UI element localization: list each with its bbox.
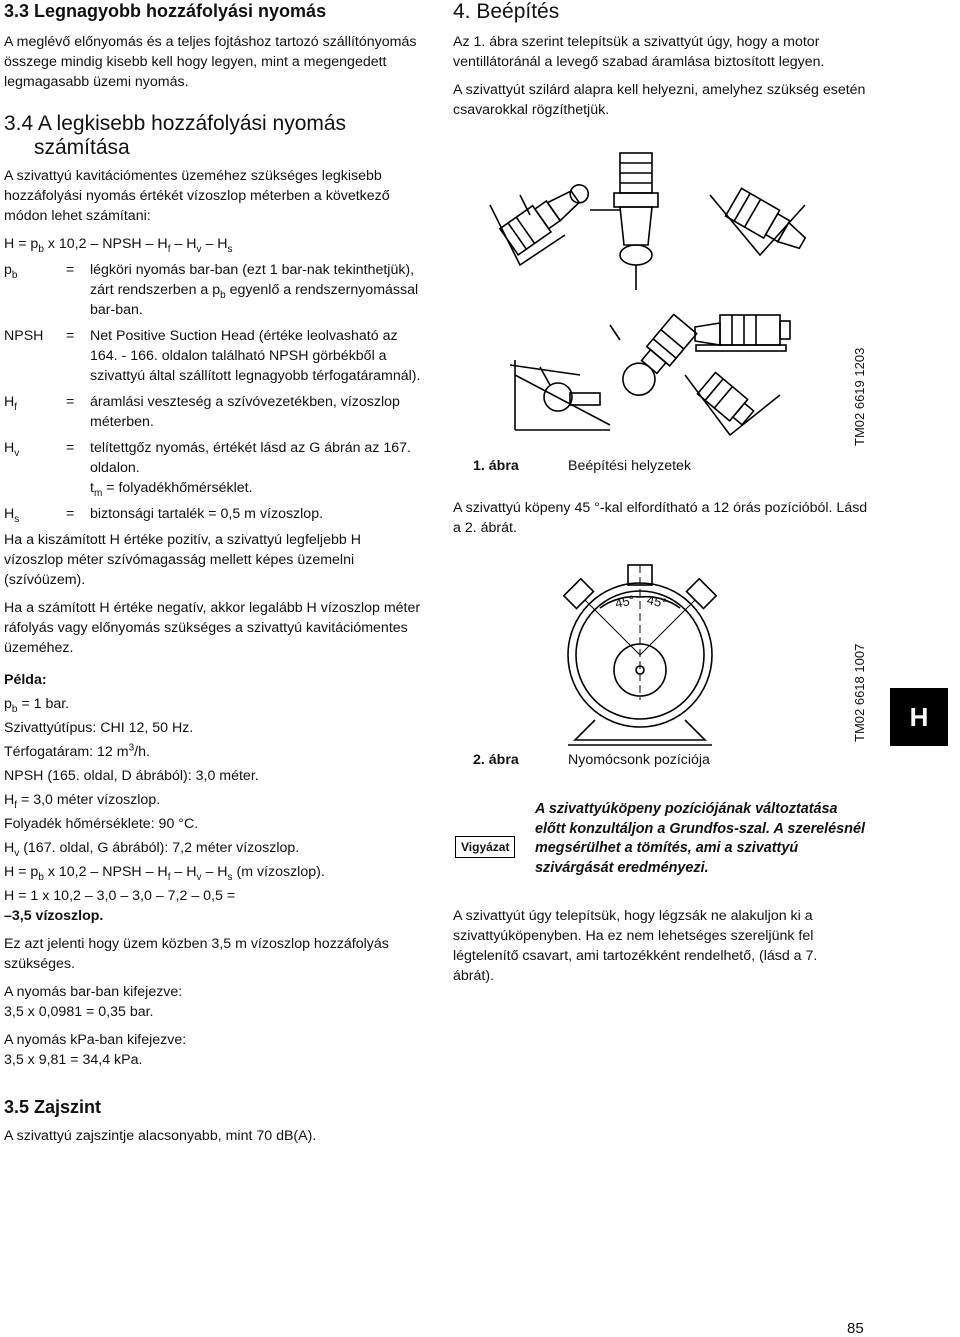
definition-hs: $H_s$ = biztonsági tartalék = 0,5 m vízoszlop. — [4, 506, 324, 525]
negative-text: Ha a számított H értéke negatív, akkor legalább H vízoszlop méter ráfolyás vagy előnyomás szükséges a szivattyú kavitációmentes üzeméhez. — [4, 600, 421, 656]
bar-label: A nyomás bar-ban kifejezve: — [4, 984, 183, 1000]
pump-inclined-left — [490, 175, 595, 265]
example-line-8: $H = p_b$ x 10,2 – NPSH – $H_f - H_v - H_s$ (m vízoszlop). — [4, 864, 325, 883]
right-column — [453, 0, 883, 128]
pump-slope — [510, 360, 610, 430]
pump-horizontal — [695, 315, 790, 351]
section-3-4-intro: A szivattyú kavitációmentes üzeméhez szükséges legkisebb hozzáfolyási nyomás értékét vízoszlop méterben a következő módon lehet számítani: — [4, 168, 390, 224]
section-4-title: 4. Beépítés — [453, 0, 560, 23]
example-label: Példa: — [4, 672, 47, 688]
pump-inclined-right — [710, 188, 811, 256]
example-line-5: $H_f = 3,0$ méter vízoszlop. — [4, 792, 161, 811]
figure-2-caption — [473, 752, 710, 768]
angle-right-label: 45° — [645, 592, 669, 611]
example-line-1: $p_b = 1$ bar. — [4, 696, 70, 715]
example-line-7: $H_v$ (167. oldal, G ábrából): 7,2 méter vízoszlop. — [4, 840, 300, 859]
definition-hv: $H_v$ = telítettgőz nyomás, értékét lásd az G ábrán az 167. oldalon. $t_m$ = folyadékhőmérséklet. — [4, 440, 411, 499]
figure-1-title: Beépítési helyzetek — [568, 458, 692, 474]
definition-npsh: NPSH = Net Positive Suction Head (értéke leolvasható az 164. - 166. oldalon található NPSH görbékből a szivattyú által szállított legnagyobb térfogatáramnál). — [4, 328, 421, 384]
example-line-6: Folyadék hőmérséklete: 90 °C. — [4, 816, 199, 832]
warning-label: Vigyázat — [455, 836, 515, 858]
figure-2-discharge-position — [540, 560, 740, 755]
example-line-4: NPSH (165. oldal, D ábrából): 3,0 méter. — [4, 768, 259, 784]
figure-1-code: TM02 6619 1203 — [852, 347, 867, 446]
section-4-p2: A szivattyút szilárd alapra kell helyezni, amelyhez szükség esetén csavarokkal rögzíthetjük. — [453, 82, 866, 118]
figure-2-number: 2. ábra — [473, 752, 519, 768]
figure-2-code: TM02 6618 1007 — [852, 643, 867, 742]
section-3-5-title: 3.5 Zajszint — [4, 1097, 102, 1117]
page-number: 85 — [847, 1320, 864, 1337]
section-4-p3: A szivattyú köpeny 45 °-kal elfordítható a 12 órás pozícióból. Lásd a 2. ábrát. — [453, 500, 868, 536]
definition-hf: $H_f$ = áramlási veszteség a szívóvezetékben, vízoszlop méterben. — [4, 394, 400, 430]
figure-1-number: 1. ábra — [473, 458, 519, 474]
angle-left-label: 45° — [613, 592, 637, 611]
left-column — [4, 0, 424, 1154]
pump-vertical — [590, 153, 658, 290]
bar-value: 3,5 x 0,0981 = 0,35 bar. — [4, 1004, 154, 1020]
pump-inclined-down — [685, 372, 780, 435]
section-tab-letter: H — [890, 688, 948, 746]
figure-2-title: Nyomócsonk pozíciója — [568, 752, 710, 768]
section-4-p1: Az 1. ábra szerint telepítsük a szivattyút úgy, hogy a motor ventillátoránál a levegő szabad áramlása biztosított legyen. — [453, 34, 825, 70]
formula: $H = p_b$ x 10,2 – NPSH – $H_f - H_v - H_s$ — [4, 236, 233, 255]
meaning-text: Ez azt jelenti hogy üzem közben 3,5 m vízoszlop hozzáfolyás szükséges. — [4, 936, 389, 972]
positive-text: Ha a kiszámított H értéke pozitív, a szivattyú legfeljebb H vízoszlop méter szívómagasság mellett képes üzemelni (szívóüzem). — [4, 532, 361, 588]
section-3-3-text: A meglévő előnyomás és a teljes fojtáshoz tartozó szállítónyomás összege mindig kisebb kell hogy legyen, mint a megengedett legmagasabb üzemi nyomás. — [4, 34, 417, 90]
example-result: –3,5 vízoszlop. — [4, 908, 104, 924]
example-line-3: Térfogatáram: 12 $m^3/h$. — [4, 742, 150, 760]
section-3-5-text: A szivattyú zajszintje alacsonyabb, mint 70 dB(A). — [4, 1128, 317, 1144]
example-line-9: H = 1 x 10,2 – 3,0 – 3,0 – 7,2 – 0,5 = — [4, 888, 236, 904]
section-3-3-title: 3.3 Legnagyobb hozzáfolyási nyomás — [4, 1, 327, 21]
kpa-label: A nyomás kPa-ban kifejezve: — [4, 1032, 187, 1048]
kpa-value: 3,5 x 9,81 = 34,4 kPa. — [4, 1052, 143, 1068]
warning-text: A szivattyúköpeny pozíciójának változtatása előtt konzultáljon a Grundfos-szal. A szerelésnél megsérülhet a tömítés, ami a szivattyú szivárgását eredményezi. — [535, 801, 865, 876]
section-4-p4: A szivattyút úgy telepítsük, hogy légzsák ne alakuljon ki a szivattyúköpenyben. Ha ez nem lehetséges szereljünk fel légtelenítő csavart, ami tartozékként rendelhető, (lásd a 7. ábrát). — [453, 908, 818, 984]
figure-1-caption — [473, 458, 691, 474]
pump-inclined-up — [610, 314, 697, 402]
example-line-2: Szivattyútípus: CHI 12, 50 Hz. — [4, 720, 194, 736]
section-3-4-title: 3.4 A legkisebb hozzáfolyási nyomás számítása — [4, 112, 347, 159]
definition-pb: $p_b$ = légköri nyomás bar-ban (ezt 1 bar-nak tekinthetjük), zárt rendszerben a $p_b$ egyenlő a rendszernyomással bar-ban. — [4, 262, 419, 318]
figure-1-installation-positions — [470, 145, 820, 450]
